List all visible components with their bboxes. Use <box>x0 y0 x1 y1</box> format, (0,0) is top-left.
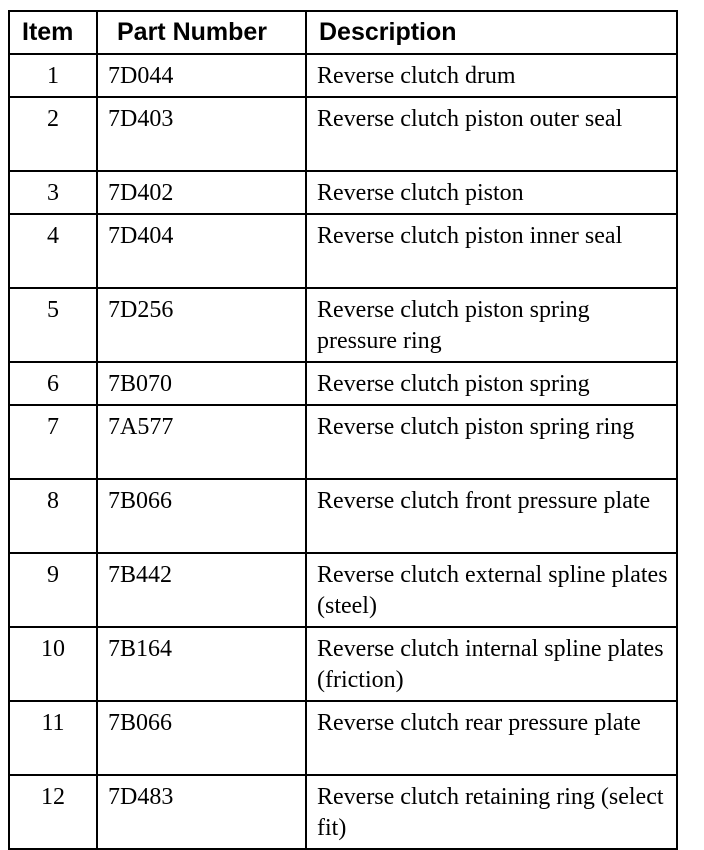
table-row <box>9 362 677 405</box>
column-header-item: Item <box>9 11 97 54</box>
column-header-part-number: Part Number <box>97 11 306 54</box>
part-number-cell: 7B070 <box>97 362 306 405</box>
part-number-cell: 7B164 <box>97 627 306 701</box>
part-number-cell: 7D402 <box>97 171 306 214</box>
table-header-row <box>9 11 677 54</box>
description-cell: Reverse clutch retaining ring (select fit) <box>306 775 677 849</box>
description-cell: Reverse clutch drum <box>306 54 677 97</box>
description-cell: Reverse clutch piston spring <box>306 362 677 405</box>
item-number-cell: 4 <box>9 214 97 288</box>
item-number-cell: 6 <box>9 362 97 405</box>
item-number-cell: 1 <box>9 54 97 97</box>
item-number-cell: 7 <box>9 405 97 479</box>
part-number-cell: 7B066 <box>97 701 306 775</box>
column-header-description: Description <box>306 11 677 54</box>
item-number-cell: 3 <box>9 171 97 214</box>
part-number-cell: 7D256 <box>97 288 306 362</box>
item-number-cell: 11 <box>9 701 97 775</box>
part-number-cell: 7D044 <box>97 54 306 97</box>
part-number-cell: 7D483 <box>97 775 306 849</box>
part-number-cell: 7B442 <box>97 553 306 627</box>
item-number-cell: 9 <box>9 553 97 627</box>
table-row <box>9 553 677 627</box>
table-row <box>9 405 677 479</box>
part-number-cell: 7B066 <box>97 479 306 553</box>
table-row <box>9 701 677 775</box>
table-row <box>9 288 677 362</box>
item-number-cell: 5 <box>9 288 97 362</box>
table-row <box>9 775 677 849</box>
table-row <box>9 214 677 288</box>
item-number-cell: 8 <box>9 479 97 553</box>
table-row <box>9 479 677 553</box>
description-cell: Reverse clutch rear pressure plate <box>306 701 677 775</box>
description-cell: Reverse clutch piston <box>306 171 677 214</box>
table-row <box>9 627 677 701</box>
table-row <box>9 54 677 97</box>
table-row <box>9 171 677 214</box>
description-cell: Reverse clutch piston outer seal <box>306 97 677 171</box>
part-number-cell: 7D404 <box>97 214 306 288</box>
description-cell: Reverse clutch piston spring ring <box>306 405 677 479</box>
item-number-cell: 12 <box>9 775 97 849</box>
item-number-cell: 10 <box>9 627 97 701</box>
part-number-cell: 7A577 <box>97 405 306 479</box>
item-number-cell: 2 <box>9 97 97 171</box>
parts-table <box>8 10 678 850</box>
part-number-cell: 7D403 <box>97 97 306 171</box>
description-cell: Reverse clutch piston spring pressure ring <box>306 288 677 362</box>
table-row <box>9 97 677 171</box>
description-cell: Reverse clutch external spline plates (steel) <box>306 553 677 627</box>
description-cell: Reverse clutch front pressure plate <box>306 479 677 553</box>
description-cell: Reverse clutch piston inner seal <box>306 214 677 288</box>
description-cell: Reverse clutch internal spline plates (friction) <box>306 627 677 701</box>
